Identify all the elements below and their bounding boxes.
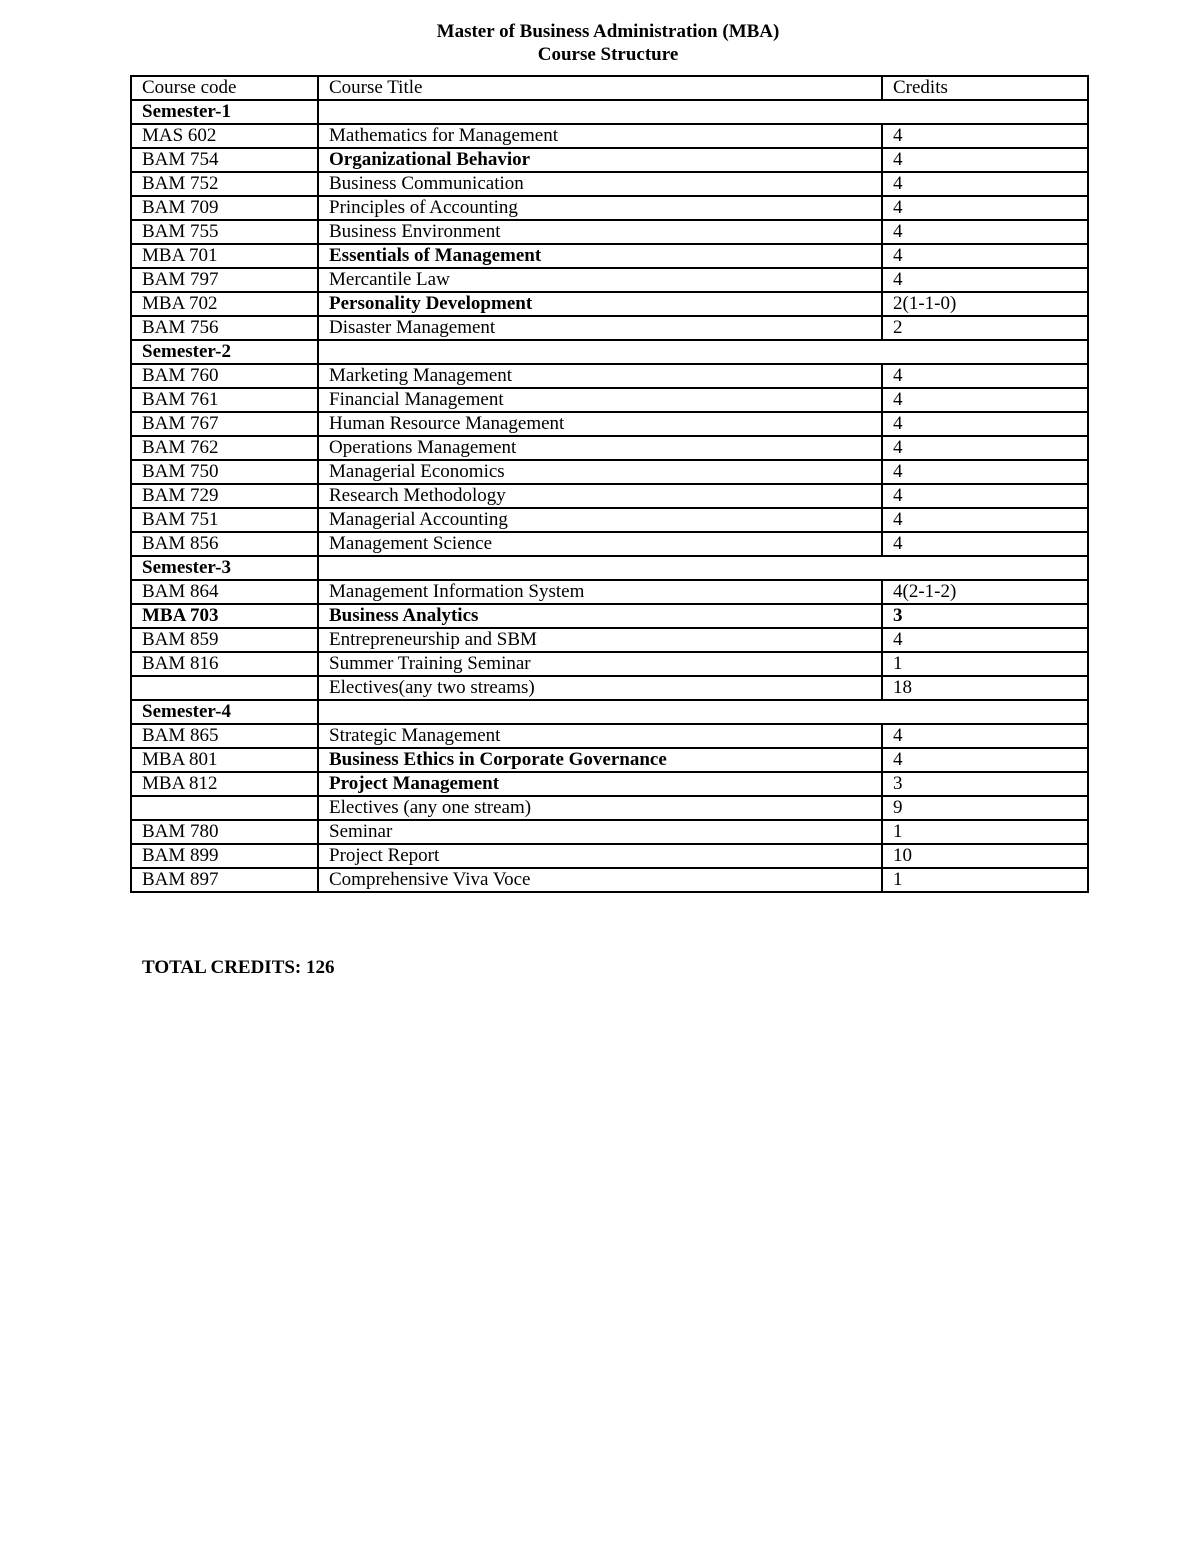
course-structure-table [130,75,1089,893]
course-title-cell: Operations Management [318,436,882,460]
course-table-body [131,76,1088,892]
course-code-cell: MBA 702 [131,292,318,316]
course-title-cell: Project Report [318,844,882,868]
semester-row [131,700,1088,724]
course-title-cell: Essentials of Management [318,244,882,268]
semester-row [131,100,1088,124]
course-row [131,484,1088,508]
course-title-cell: Electives(any two streams) [318,676,882,700]
course-title-cell: Management Information System [318,580,882,604]
course-code-cell [131,796,318,820]
credits-cell: 9 [882,796,1088,820]
credits-cell: 4 [882,460,1088,484]
course-row [131,628,1088,652]
course-title-cell: Human Resource Management [318,412,882,436]
header-credits: Credits [882,76,1088,100]
course-row [131,412,1088,436]
course-title-cell: Research Methodology [318,484,882,508]
course-row [131,580,1088,604]
semester-label: Semester-1 [131,100,318,124]
course-title-cell: Strategic Management [318,724,882,748]
credits-cell: 4 [882,244,1088,268]
credits-cell: 4(2-1-2) [882,580,1088,604]
course-row [131,244,1088,268]
credits-cell: 4 [882,364,1088,388]
course-title-cell: Seminar [318,820,882,844]
course-row [131,868,1088,892]
course-title-cell: Mathematics for Management [318,124,882,148]
course-row [131,364,1088,388]
course-row [131,724,1088,748]
course-code-cell: BAM 752 [131,172,318,196]
course-code-cell: BAM 760 [131,364,318,388]
course-title-cell: Marketing Management [318,364,882,388]
course-row [131,820,1088,844]
course-code-cell: BAM 729 [131,484,318,508]
course-code-cell: BAM 750 [131,460,318,484]
credits-cell: 4 [882,412,1088,436]
course-row [131,268,1088,292]
course-title-cell: Business Analytics [318,604,882,628]
course-row [131,796,1088,820]
course-code-cell: BAM 859 [131,628,318,652]
course-title-cell: Personality Development [318,292,882,316]
course-row [131,388,1088,412]
credits-cell: 4 [882,268,1088,292]
course-code-cell: BAM 899 [131,844,318,868]
course-row [131,196,1088,220]
course-row [131,604,1088,628]
credits-cell: 4 [882,148,1088,172]
credits-cell: 4 [882,748,1088,772]
semester-row [131,556,1088,580]
course-row [131,220,1088,244]
course-row [131,532,1088,556]
credits-cell: 3 [882,604,1088,628]
course-title-cell: Managerial Economics [318,460,882,484]
credits-cell: 1 [882,652,1088,676]
course-row [131,652,1088,676]
course-code-cell [131,676,318,700]
course-title-cell: Business Communication [318,172,882,196]
course-code-cell: BAM 756 [131,316,318,340]
course-row [131,124,1088,148]
course-code-cell: BAM 755 [131,220,318,244]
table-header-row [131,76,1088,100]
credits-cell: 4 [882,628,1088,652]
course-code-cell: BAM 709 [131,196,318,220]
credits-cell: 4 [882,724,1088,748]
course-title-cell: Electives (any one stream) [318,796,882,820]
credits-cell: 4 [882,124,1088,148]
credits-cell: 4 [882,508,1088,532]
credits-cell: 2 [882,316,1088,340]
course-code-cell: BAM 780 [131,820,318,844]
course-row [131,772,1088,796]
credits-cell: 4 [882,172,1088,196]
document-subtitle: Course Structure [537,44,679,65]
course-title-cell: Entrepreneurship and SBM [318,628,882,652]
course-title-cell: Comprehensive Viva Voce [318,868,882,892]
course-row [131,292,1088,316]
course-title-cell: Disaster Management [318,316,882,340]
course-row [131,508,1088,532]
credits-cell: 4 [882,220,1088,244]
course-row [131,436,1088,460]
header-course-title: Course Title [318,76,882,100]
document-title: Master of Business Administration (MBA) [436,21,780,42]
course-code-cell: BAM 856 [131,532,318,556]
course-title-cell: Financial Management [318,388,882,412]
credits-cell: 3 [882,772,1088,796]
semester-empty-cell [318,100,1088,124]
credits-cell: 1 [882,820,1088,844]
course-title-cell: Summer Training Seminar [318,652,882,676]
semester-label: Semester-2 [131,340,318,364]
course-row [131,748,1088,772]
credits-cell: 10 [882,844,1088,868]
course-code-cell: MAS 602 [131,124,318,148]
semester-empty-cell [318,556,1088,580]
semester-row [131,340,1088,364]
course-code-cell: BAM 797 [131,268,318,292]
course-code-cell: BAM 864 [131,580,318,604]
course-code-cell: BAM 767 [131,412,318,436]
course-title-cell: Managerial Accounting [318,508,882,532]
credits-cell: 4 [882,436,1088,460]
credits-cell: 1 [882,868,1088,892]
course-code-cell: MBA 703 [131,604,318,628]
course-code-cell: BAM 865 [131,724,318,748]
course-code-cell: MBA 812 [131,772,318,796]
course-code-cell: BAM 897 [131,868,318,892]
credits-cell: 18 [882,676,1088,700]
credits-cell: 4 [882,532,1088,556]
course-code-cell: BAM 751 [131,508,318,532]
credits-cell: 4 [882,196,1088,220]
course-code-cell: BAM 816 [131,652,318,676]
semester-empty-cell [318,700,1088,724]
course-row [131,148,1088,172]
credits-cell: 2(1-1-0) [882,292,1088,316]
course-title-cell: Organizational Behavior [318,148,882,172]
course-code-cell: MBA 701 [131,244,318,268]
semester-empty-cell [318,340,1088,364]
course-row [131,460,1088,484]
course-code-cell: BAM 754 [131,148,318,172]
course-title-cell: Project Management [318,772,882,796]
course-title-cell: Mercantile Law [318,268,882,292]
course-code-cell: BAM 761 [131,388,318,412]
course-title-cell: Principles of Accounting [318,196,882,220]
course-row [131,172,1088,196]
course-code-cell: BAM 762 [131,436,318,460]
semester-label: Semester-3 [131,556,318,580]
semester-label: Semester-4 [131,700,318,724]
course-title-cell: Management Science [318,532,882,556]
course-row [131,844,1088,868]
credits-cell: 4 [882,484,1088,508]
course-title-cell: Business Ethics in Corporate Governance [318,748,882,772]
course-row [131,676,1088,700]
header-course-code: Course code [131,76,318,100]
credits-cell: 4 [882,388,1088,412]
course-row [131,316,1088,340]
course-title-cell: Business Environment [318,220,882,244]
total-credits: TOTAL CREDITS: 126 [142,957,335,978]
course-code-cell: MBA 801 [131,748,318,772]
